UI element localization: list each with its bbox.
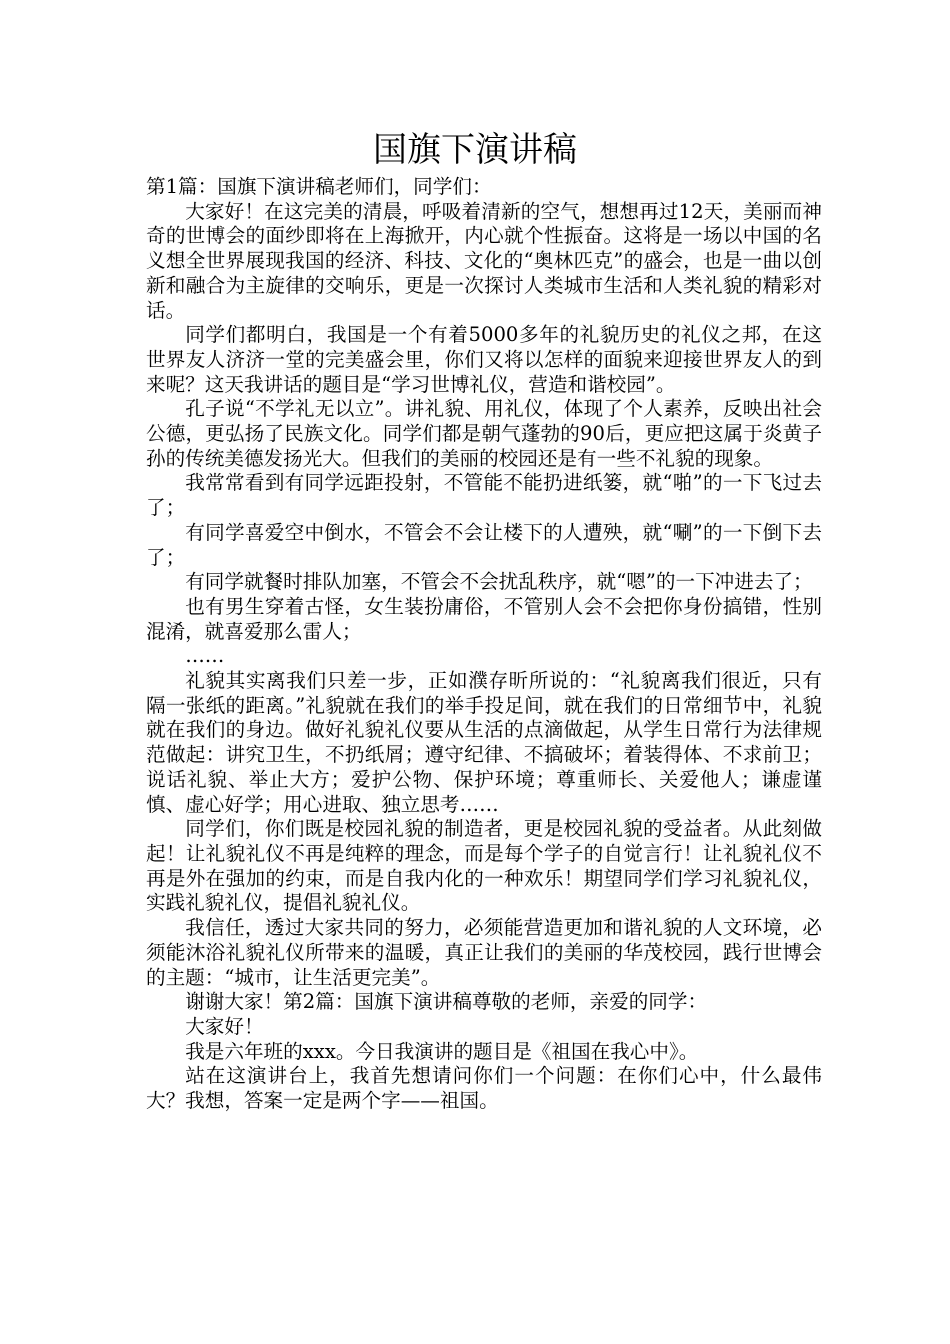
- paragraph: 站在这演讲台上，我首先想请问你们一个问题：在你们心中，什么最伟大？我想，答案一定是两个字——祖国。: [146, 1064, 822, 1113]
- document-title: 国旗下演讲稿: [373, 130, 577, 170]
- paragraph: 有同学喜爱空中倒水，不管会不会让楼下的人遭殃，就“唰”的一下倒下去了；: [146, 520, 822, 569]
- paragraph: 同学们，你们既是校园礼貌的制造者，更是校园礼貌的受益者。从此刻做起！让礼貌礼仪不再是纯粹的理念，而是每个学子的自觉言行！让礼貌礼仪不再是外在强加的约束，而是自我内化的一种欢乐！期望同学们学习礼貌礼仪，实践礼貌礼仪，提倡礼貌礼仪。: [146, 817, 822, 915]
- paragraph: 有同学就餐时排队加塞，不管会不会扰乱秩序，就“嗯”的一下冲进去了；: [185, 570, 813, 594]
- paragraph: 孔子说“不学礼无以立”。讲礼貌、用礼仪，体现了个人素养，反映出社会公德，更弘扬了民族文化。同学们都是朝气蓬勃的90后，更应把这属于炎黄子孙的传统美德发扬光大。但我们的美丽的校园还是有一些不礼貌的现象。: [146, 397, 822, 470]
- paragraph: 大家好！: [185, 1014, 264, 1038]
- ellipsis-paragraph: ……: [185, 644, 225, 668]
- paragraph: 谢谢大家！第2篇：国旗下演讲稿尊敬的老师，亲爱的同学：: [185, 990, 708, 1014]
- paragraph: 大家好！在这完美的清晨，呼吸着清新的空气，想想再过12天，美丽而神奇的世博会的面纱即将在上海掀开，内心就个性振奋。这将是一场以中国的名义想全世界展现我国的经济、科技、文化的“奥林匹克”的盛会，也是一曲以创新和融合为主旋律的交响乐，更是一次探讨人类城市生活和人类礼貌的精彩对话。: [146, 199, 822, 322]
- paragraph-heading-1: 第1篇：国旗下演讲稿老师们，同学们：: [146, 175, 492, 198]
- paragraph: 我常常看到有同学远距投射，不管能不能扔进纸篓，就“啪”的一下飞过去了；: [146, 471, 822, 520]
- paragraph: 也有男生穿着古怪，女生装扮庸俗，不管别人会不会把你身份搞错，性别混淆，就喜爱那么雷人；: [146, 594, 822, 643]
- paragraph: 同学们都明白，我国是一个有着5000多年的礼貌历史的礼仪之邦，在这世界友人济济一堂的完美盛会里，你们又将以怎样的面貌来迎接世界友人的到来呢？这天我讲话的题目是“学习世博礼仪，营造和谐校园”。: [146, 323, 822, 396]
- paragraph: 礼貌其实离我们只差一步，正如濮存昕所说的：“礼貌离我们很近，只有隔一张纸的距离。”礼貌就在我们的举手投足间，就在我们的日常细节中，礼貌就在我们的身边。做好礼貌礼仪要从生活的点滴做起，从学生日常行为法律规范做起：讲究卫生，不扔纸屑；遵守纪律、不搞破坏；着装得体、不求前卫；说话礼貌、举止大方；爱护公物、保护环境；尊重师长、关爱他人；谦虚谨慎、虚心好学；用心进取、独立思考……: [146, 669, 822, 816]
- paragraph: 我信任，透过大家共同的努力，必须能营造更加和谐礼貌的人文环境，必须能沐浴礼貌礼仪所带来的温暖，真正让我们的美丽的华茂校园，践行世博会的主题：“城市，让生活更完美”。: [146, 916, 822, 989]
- paragraph: 我是六年班的xxx。今日我演讲的题目是《祖国在我心中》。: [185, 1039, 699, 1063]
- document-body: [146, 175, 822, 1114]
